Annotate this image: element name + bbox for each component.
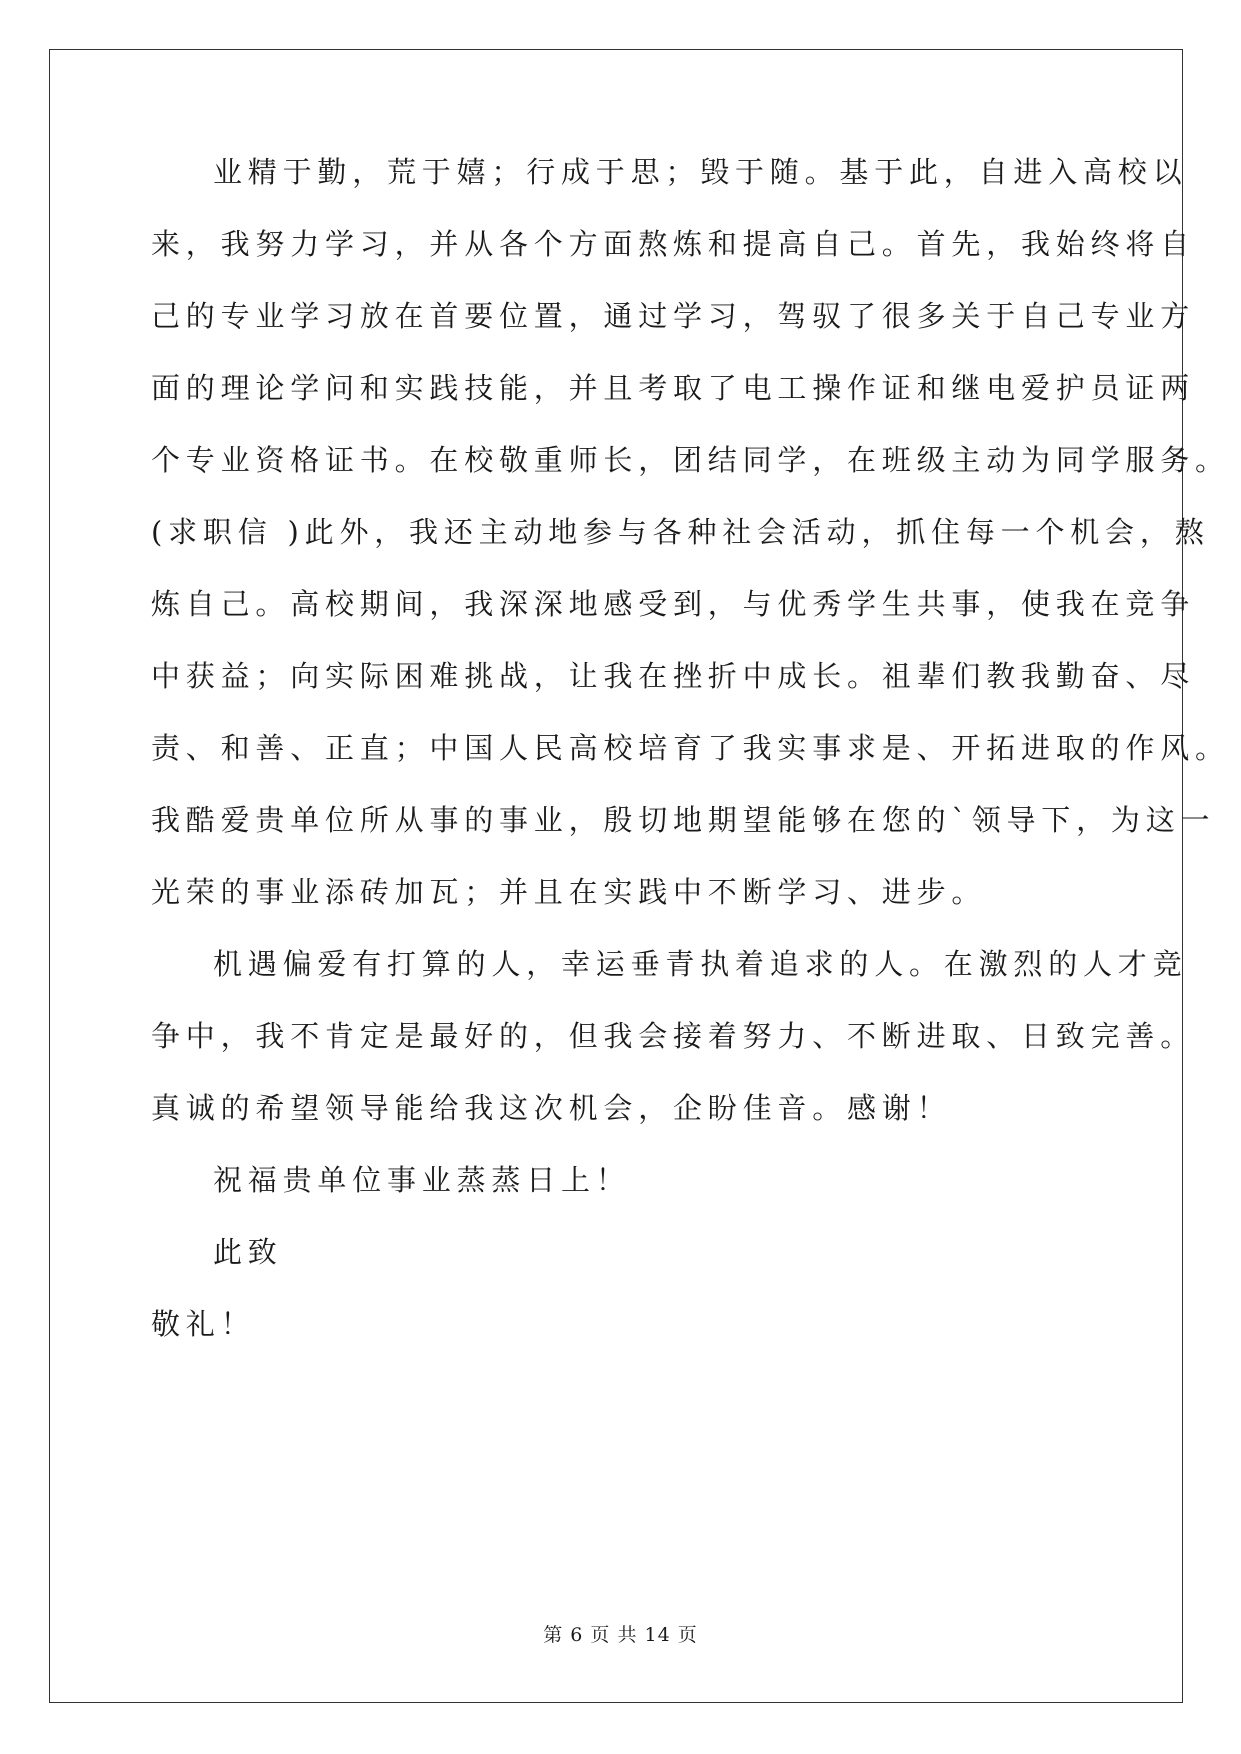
- paragraph-1-line-11: 光荣的事业添砖加瓦；并且在实践中不断学习、进步。: [151, 875, 987, 909]
- paragraph-1-line-4: 面的理论学问和实践技能，并且考取了电工操作证和继电爱护员证两: [151, 371, 1196, 405]
- blessing-line: 祝福贵单位事业蒸蒸日上！: [213, 1163, 631, 1197]
- paragraph-1-line-1: 业精于勤，荒于嬉；行成于思；毁于随。基于此，自进入高校以: [213, 155, 1188, 189]
- paragraph-1-line-3: 己的专业学习放在首要位置，通过学习，驾驭了很多关于自己专业方: [151, 299, 1196, 333]
- salutation-line: 敬礼！: [151, 1307, 256, 1341]
- paragraph-1-line-2: 来，我努力学习，并从各个方面熬炼和提高自己。首先，我始终将自: [151, 227, 1196, 261]
- paragraph-2-line-3: 真诚的希望领导能给我这次机会，企盼佳音。感谢！: [151, 1091, 952, 1125]
- paragraph-1-line-5: 个专业资格证书。在校敬重师长，团结同学，在班级主动为同学服务。: [151, 443, 1230, 477]
- page-number: 第 6 页 共 14 页: [543, 1624, 698, 1646]
- paragraph-1-line-7: 炼自己。高校期间，我深深地感受到，与优秀学生共事，使我在竞争: [151, 587, 1196, 621]
- paragraph-1-line-8: 中获益；向实际困难挑战，让我在挫折中成长。祖辈们教我勤奋、尽: [151, 659, 1196, 693]
- paragraph-2-line-2: 争中，我不肯定是最好的，但我会接着努力、不断进取、日致完善。: [151, 1019, 1196, 1053]
- paragraph-1-line-6: (求职信 )此外，我还主动地参与各种社会活动，抓住每一个机会，熬: [151, 515, 1210, 549]
- closing-line: 此致: [213, 1235, 283, 1269]
- paragraph-1-line-9: 责、和善、正直；中国人民高校培育了我实事求是、开拓进取的作风。: [151, 731, 1230, 765]
- paragraph-2-line-1: 机遇偏爱有打算的人，幸运垂青执着追求的人。在激烈的人才竞: [213, 947, 1188, 981]
- paragraph-1-line-10: 我酷爱贵单位所从事的事业，殷切地期望能够在您的`领导下，为这一: [151, 803, 1216, 837]
